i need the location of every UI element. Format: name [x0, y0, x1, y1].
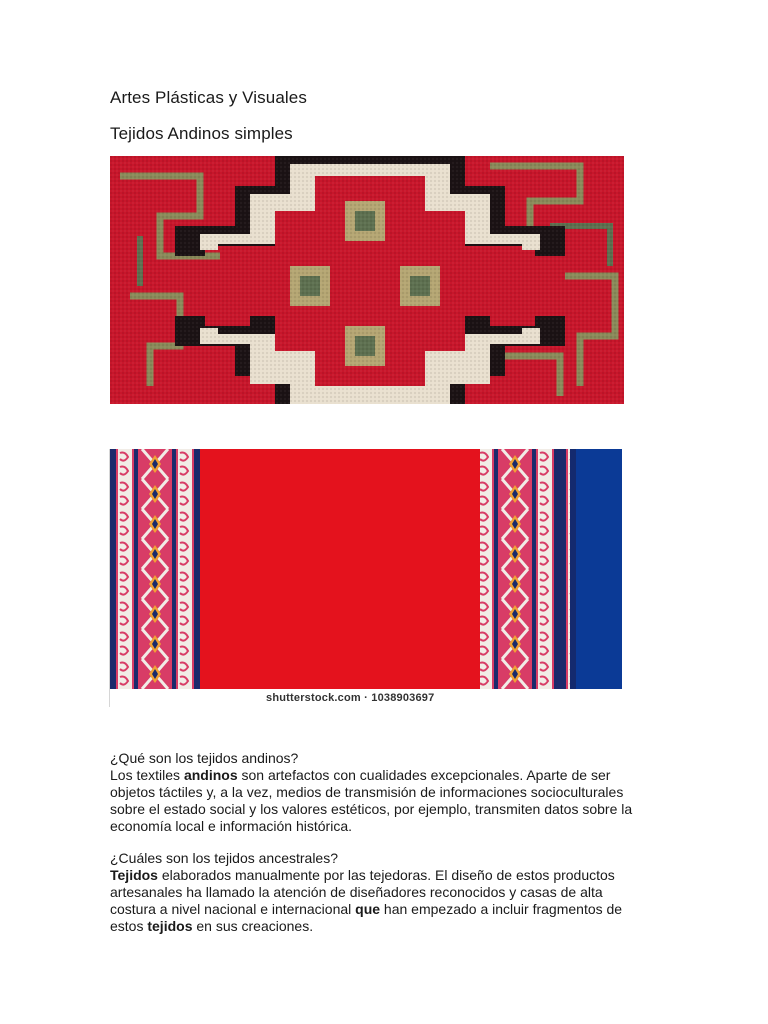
- document-subtitle: Tejidos Andinos simples: [110, 124, 293, 143]
- textile-photo-red-banded: [110, 449, 622, 689]
- bold-keyword: Tejidos: [110, 867, 158, 883]
- textile-photo-geometric: [110, 156, 624, 404]
- text-run: son artefactos con cualidades excepcionales. Aparte de ser objetos táctiles y, a la vez, medios de transmisión de informaciones socioculturales sobre el estado social y los valores estéticos, por ejemplo, transmiten datos sobre la economía local e información histórica.: [110, 767, 633, 834]
- section-what-are-andean-weavings: [110, 750, 650, 835]
- question-heading: ¿Qué son los tejidos andinos?: [110, 750, 299, 766]
- bold-keyword: que: [355, 901, 381, 917]
- text-run: Los textiles: [110, 767, 184, 783]
- paragraph-text: [110, 867, 650, 935]
- text-run: en sus creaciones.: [192, 918, 314, 934]
- document-title: Artes Plásticas y Visuales: [110, 88, 307, 107]
- text-run: han empezado a incluir fragmentos de estos: [110, 901, 623, 934]
- question-heading: ¿Cuáles son los tejidos ancestrales?: [110, 850, 339, 866]
- text-run: elaborados manualmente por las tejedoras. El diseño de estos productos artesanales ha llamado la atención de diseñadores reconocidos y casas de alta costura a nivel nacional e internacional: [110, 867, 615, 917]
- paragraph-text: [110, 767, 650, 835]
- bold-keyword: andinos: [183, 767, 238, 783]
- image-watermark-caption: shutterstock.com · 1038903697: [266, 692, 435, 704]
- section-ancestral-weavings: [110, 850, 650, 935]
- bold-keyword: tejidos: [147, 918, 193, 934]
